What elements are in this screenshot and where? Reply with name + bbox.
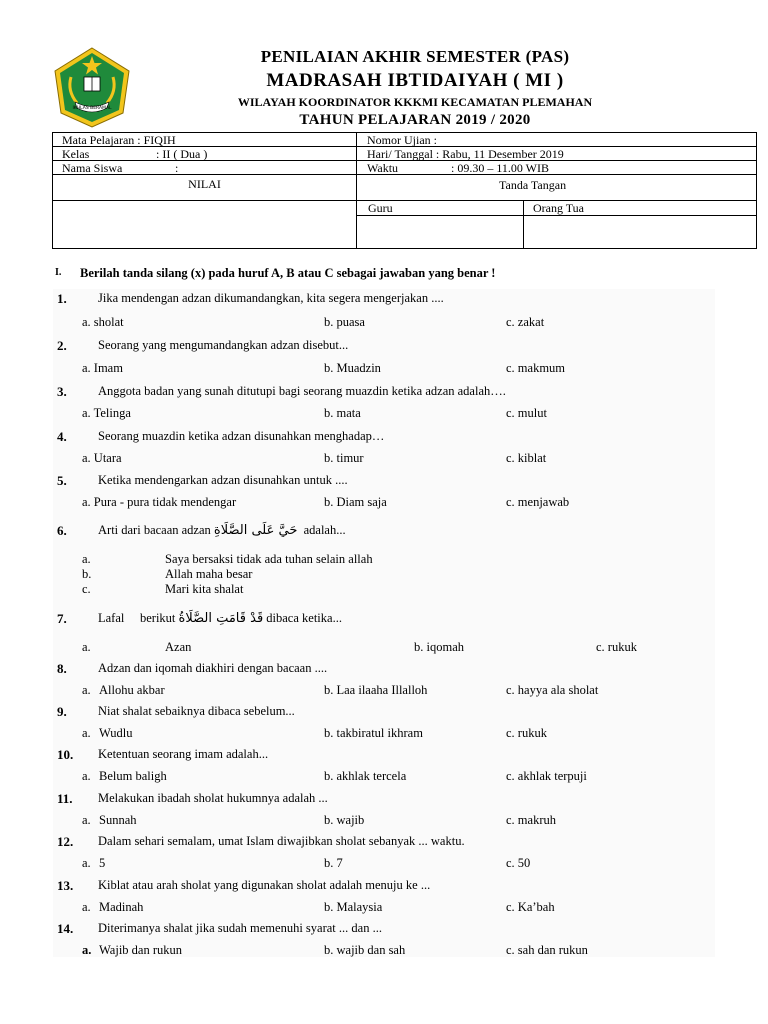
option-c[interactable]: c. rukuk [596, 640, 637, 654]
option-b[interactable]: b. akhlak tercela [324, 769, 407, 783]
question-number: 10. [57, 747, 74, 762]
question-text: Ketika mendengarkan adzan disunahkan untuk .... [98, 473, 348, 487]
option-c[interactable]: c. hayya ala sholat [506, 683, 599, 697]
option-b[interactable]: b. Diam saja [324, 495, 387, 509]
signature-label: Tanda Tangan [499, 178, 567, 192]
question-text-suffix: dibaca ketika... [266, 611, 342, 625]
date-field: Hari/ Tanggal : Rabu, 11 Desember 2019 [367, 147, 564, 161]
school-name: MADRASAH IBTIDAIYAH ( MI ) [266, 70, 564, 91]
question-text: Diterimanya shalat jika sudah memenuhi syarat ... dan ... [98, 921, 382, 935]
option-b-letter[interactable]: b. [82, 567, 92, 581]
option-c[interactable]: c. makruh [506, 813, 556, 827]
question-text: Niat shalat sebaiknya dibaca sebelum... [98, 704, 295, 718]
option-c[interactable]: Mari kita shalat [165, 582, 244, 596]
question-number: 12. [57, 834, 74, 849]
option-a-letter[interactable]: a. [82, 943, 92, 957]
option-a-letter[interactable]: a. [82, 552, 91, 566]
question-text [98, 523, 346, 538]
question-text: Melakukan ibadah sholat hukumnya adalah ... [98, 791, 328, 805]
option-a[interactable]: Saya bersaksi tidak ada tuhan selain allah [165, 552, 373, 566]
option-a-letter[interactable]: a. [82, 683, 91, 697]
question-number: 5. [57, 473, 67, 488]
question-number: 14. [57, 921, 74, 936]
question-text: Ketentuan seorang imam adalah... [98, 747, 269, 761]
option-b[interactable]: b. wajib dan sah [324, 943, 406, 957]
option-a[interactable]: Madinah [99, 900, 144, 914]
section-number: I. [55, 267, 62, 278]
teacher-label: Guru [368, 201, 393, 215]
question-text-prefix: Arti dari bacaan adzan [98, 523, 211, 537]
option-a[interactable]: a. Telinga [82, 406, 131, 420]
option-a[interactable]: Sunnah [99, 813, 137, 827]
arabic-phrase: قَدْ قَامَتِ الصَّلَاةُ [178, 611, 264, 626]
option-a[interactable]: Allohu akbar [99, 683, 165, 697]
score-label: NILAI [188, 177, 221, 191]
option-a-letter[interactable]: a. [82, 856, 91, 870]
question-number: 1. [57, 291, 67, 306]
option-b[interactable]: b. 7 [324, 856, 343, 870]
option-a[interactable]: Wajib dan rukun [99, 943, 183, 957]
option-b[interactable]: b. Muadzin [324, 361, 381, 375]
option-a-letter[interactable]: a. [82, 813, 91, 827]
time-value: : 09.30 – 11.00 WIB [451, 161, 549, 175]
option-c[interactable]: c. zakat [506, 315, 545, 329]
option-c-letter[interactable]: c. [82, 582, 91, 596]
student-info-table [52, 132, 757, 249]
question-text [98, 611, 342, 626]
option-a[interactable]: Wudlu [99, 726, 133, 740]
option-b[interactable]: b. timur [324, 451, 364, 465]
question-number: 13. [57, 878, 74, 893]
question-number: 11. [57, 791, 73, 806]
question-text: Jika mendengan adzan dikumandangkan, kita segera mengerjakan .... [98, 291, 444, 305]
option-c[interactable]: c. 50 [506, 856, 531, 870]
option-b[interactable]: b. puasa [324, 315, 365, 329]
option-b[interactable]: b. Laa ilaaha Illalloh [324, 683, 428, 697]
logo-motto: IKHLAS BERAMAL [72, 106, 112, 111]
question-text-suffix: adalah... [303, 523, 346, 537]
option-a[interactable]: a. Utara [82, 451, 122, 465]
question-number: 8. [57, 661, 67, 676]
option-b[interactable]: b. takbiratul ikhram [324, 726, 423, 740]
question-number: 6. [57, 523, 67, 538]
option-a-letter[interactable]: a. [82, 900, 91, 914]
option-b[interactable]: b. iqomah [414, 640, 464, 654]
question-number: 2. [57, 338, 67, 353]
question-number: 9. [57, 704, 67, 719]
option-c[interactable]: c. kiblat [506, 451, 547, 465]
arabic-phrase: حَيَّ عَلَى الصَّلَاةِ [213, 523, 298, 538]
kemenag-logo [53, 47, 131, 129]
option-a[interactable]: Belum baligh [99, 769, 167, 783]
option-a[interactable]: a. Imam [82, 361, 123, 375]
question-text: Anggota badan yang sunah ditutupi bagi seorang muazdin ketika adzan adalah…. [98, 384, 506, 398]
option-b[interactable]: Allah maha besar [165, 567, 253, 581]
question-text-prefix: Lafal berikut [98, 611, 176, 625]
option-a-letter[interactable]: a. [82, 769, 91, 783]
option-a-letter[interactable]: a. [82, 640, 91, 654]
question-number: 4. [57, 429, 67, 444]
option-c[interactable]: c. sah dan rukun [506, 943, 588, 957]
option-b[interactable]: b. mata [324, 406, 361, 420]
parent-label: Orang Tua [533, 201, 585, 215]
question-number: 3. [57, 384, 67, 399]
option-c[interactable]: c. menjawab [506, 495, 570, 509]
student-name-value[interactable]: : [175, 161, 179, 175]
question-text: Kiblat atau arah sholat yang digunakan sholat adalah menuju ke ... [98, 878, 431, 892]
option-c[interactable]: c. makmum [506, 361, 566, 375]
question-number: 7. [57, 611, 67, 626]
subject-field: Mata Pelajaran : FIQIH [62, 133, 176, 147]
option-a[interactable]: a. Pura - pura tidak mendengar [82, 495, 237, 509]
class-value: : II ( Dua ) [156, 147, 208, 161]
option-c[interactable]: c. mulut [506, 406, 547, 420]
section-instruction: Berilah tanda silang (x) pada huruf A, B atau C sebagai jawaban yang benar ! [80, 266, 496, 280]
student-name-label: Nama Siswa [62, 161, 123, 175]
question-text: Dalam sehari semalam, umat Islam diwajibkan sholat sebanyak ... waktu. [98, 834, 465, 848]
exam-title: PENILAIAN AKHIR SEMESTER (PAS) [260, 47, 570, 66]
option-b[interactable]: b. Malaysia [324, 900, 383, 914]
option-b[interactable]: b. wajib [324, 813, 365, 827]
option-a[interactable]: Azan [165, 640, 192, 654]
option-c[interactable]: c. Ka’bah [506, 900, 555, 914]
option-c[interactable]: c. rukuk [506, 726, 547, 740]
exam-number-field[interactable]: Nomor Ujian : [367, 133, 437, 147]
option-c[interactable]: c. akhlak terpuji [506, 769, 587, 783]
question-text: Adzan dan iqomah diakhiri dengan bacaan .... [98, 661, 328, 675]
option-a[interactable]: a. sholat [82, 315, 124, 329]
question-text: Seorang muazdin ketika adzan disunahkan menghadap… [98, 429, 385, 443]
time-label: Waktu [367, 161, 399, 175]
class-label: Kelas [62, 147, 90, 161]
region-name: WILAYAH KOORDINATOR KKKMI KECAMATAN PLEMAHAN [237, 95, 593, 109]
question-text: Seorang yang mengumandangkan adzan disebut... [98, 338, 349, 352]
academic-year: TAHUN PELAJARAN 2019 / 2020 [299, 112, 531, 128]
option-a[interactable]: 5 [99, 856, 106, 870]
option-a-letter[interactable]: a. [82, 726, 91, 740]
